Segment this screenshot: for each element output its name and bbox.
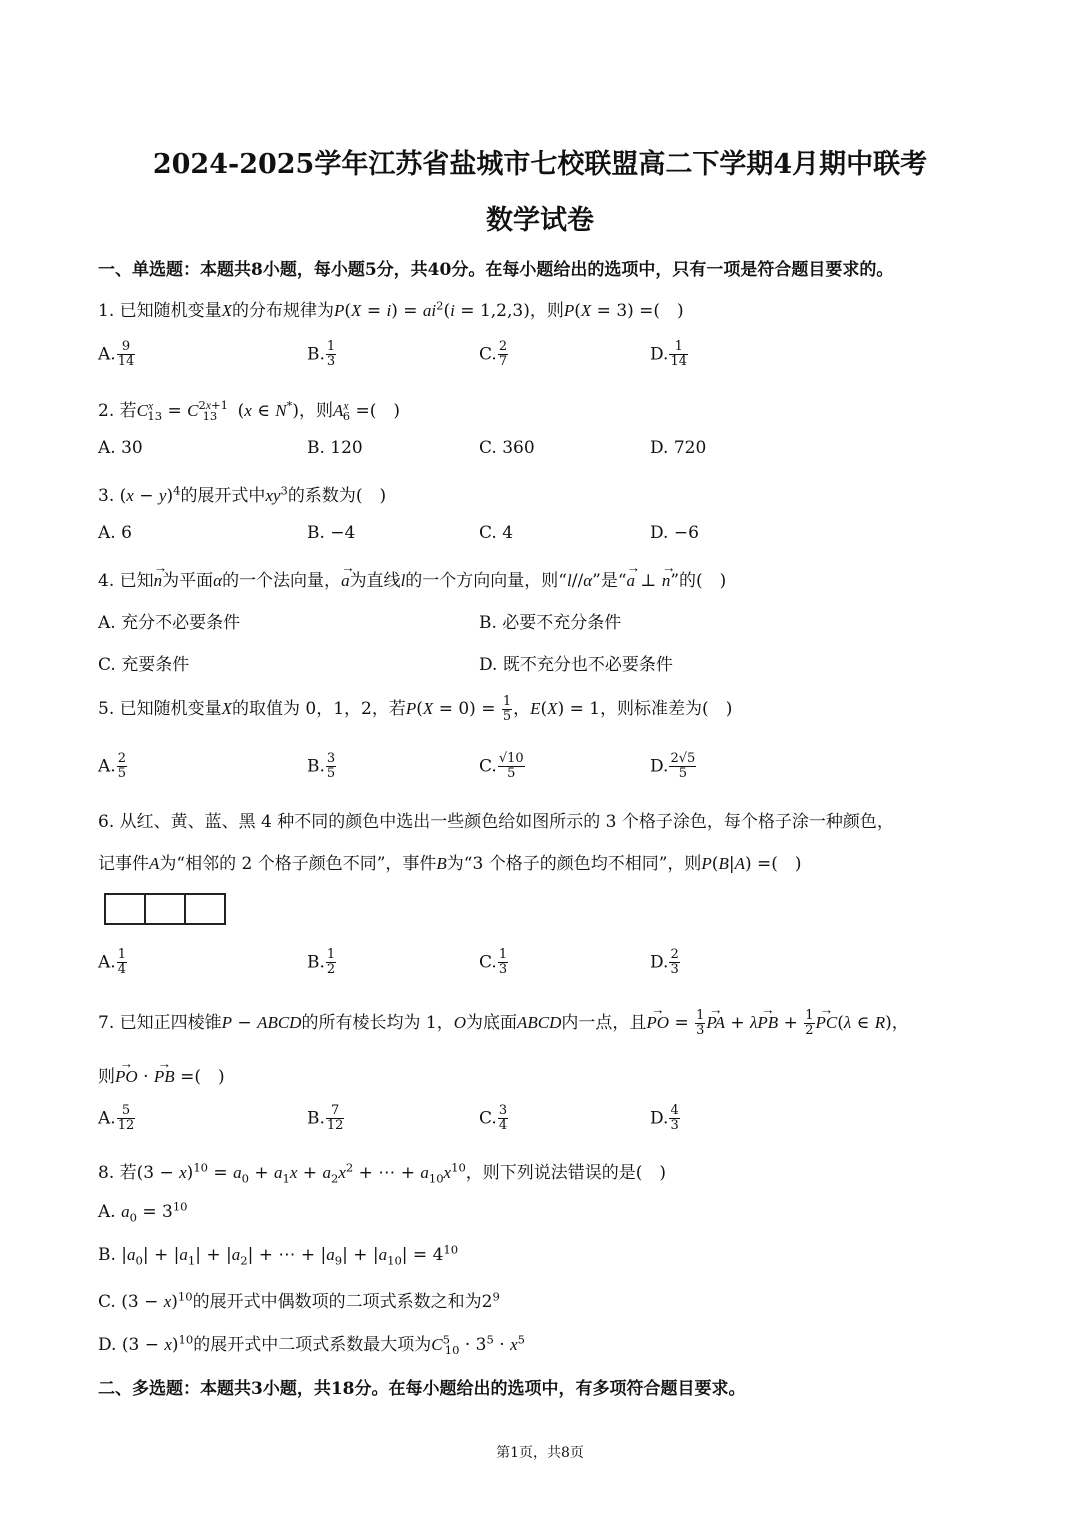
page-footer: 第1页，共8页 [496, 1445, 584, 1461]
question-6-line2: 记事件A为“相邻的 2 个格子颜色不同”，事件B为“3 个格子的颜色均不相同”，则P(B|A) =( ) [98, 854, 802, 874]
q2-option-b: B. 120 [307, 438, 363, 458]
q1-text: ，则 [529, 301, 564, 321]
q7-option-b: B. $\frac{7}{12}$ [307, 1103, 344, 1134]
q6-option-a: A. $\frac{1}{4}$ [98, 947, 126, 978]
q8-option-d: D. $(3 - x)^{10}$的展开式中二项式系数最大项为$C^5_{10} \cdot 3^5 \cdot x^5$ [98, 1332, 525, 1358]
question-5: 5. 已知随机变量X的取值为 0，1，2，若P(X = 0) = $\frac{1}{5}$ ，E(X) = 1，则标准差为( ) [98, 693, 733, 724]
grid-cell [104, 893, 146, 925]
q5-option-b: B. $\frac{3}{5}$ [307, 751, 336, 782]
question-8: 8. 若$(3 - x)^{10} = a_0 + a_1x + a_2x^2$ + ⋯ + $a_{10}x^{10}$，则下列说法错误的是( ) [98, 1160, 667, 1186]
q1-text: 1. 已知随机变量 [98, 301, 222, 321]
q1-text: =( ) [639, 301, 684, 321]
q7-option-c: C. $\frac{3}{4}$ [479, 1103, 508, 1134]
question-3: 3. $(x - y)^4$的展开式中$xy^3$的系数为( ) [98, 483, 387, 506]
q2-option-a: A. 30 [98, 438, 143, 458]
q5-option-c: C. $\frac{√10}{5}$ [479, 751, 524, 782]
question-1: 1. 已知随机变量X的分布规律为$P(X = i) = ai^2(i = 1,2,3)$，则P(X = 3) =( ) [98, 298, 684, 321]
q8-option-c: C. $(3 - x)^{10}$的展开式中偶数项的二项式系数之和为$2^9$ [98, 1289, 500, 1312]
q6-option-b: B. $\frac{1}{2}$ [307, 947, 336, 978]
q3-option-c: C. 4 [479, 523, 514, 543]
q6-option-c: C. $\frac{1}{3}$ [479, 947, 508, 978]
q4-option-b: B. 必要不充分条件 [479, 613, 622, 633]
q7-option-d: D. $\frac{4}{3}$ [650, 1103, 679, 1134]
q4-option-c: C. 充要条件 [98, 655, 190, 675]
question-6-line1: 6. 从红、黄、蓝、黑 4 种不同的颜色中选出一些颜色给如图所示的 3 个格子涂色，每个格子涂一种颜色， [98, 812, 894, 832]
q6-option-d: D. $\frac{2}{3}$ [650, 947, 679, 978]
q4-option-d: D. 既不充分也不必要条件 [479, 655, 673, 675]
q4-option-a: A. 充分不必要条件 [98, 613, 241, 633]
q1-option-b: B. $\frac{1}{3}$ [307, 339, 336, 370]
q2-option-c: C. 360 [479, 438, 535, 458]
question-7-line1: 7. 已知正四棱锥P − ABCD的所有棱长均为 1，O为底面ABCD内一点，且→ PO = $\frac{1}{3}$ → PA + λ→ PB + $\frac{1}{2}$ → PC(λ ∈ R)， [98, 1008, 909, 1038]
q3-option-a: A. 6 [98, 523, 132, 543]
exam-title: 2024-2025学年江苏省盐城市七校联盟高二下学期4月期中联考 [152, 149, 928, 180]
question-4: 4. 已知→ n为平面α的一个法向量，→ a为直线l的一个方向向量，则“l//α”是“→ a ⊥ → n”的( ) [98, 566, 726, 591]
q8-option-a: A. $a_0 = 3^{10}$ [98, 1199, 188, 1225]
grid-cell [184, 893, 226, 925]
question-7-line2: 则→ PO · → PB =( ) [98, 1062, 225, 1087]
section-single-choice: 一、单选题：本题共8小题，每小题5分，共40分。在每小题给出的选项中，只有一项是符合题目要求的。 [98, 260, 894, 280]
section-multi-choice: 二、多选题：本题共3小题，共18分。在每小题给出的选项中，有多项符合题目要求。 [98, 1379, 746, 1399]
q1-option-c: C. $\frac{2}{7}$ [479, 339, 508, 370]
q8-option-b: B. $|a_0| + |a_1| + |a_2|$ + ⋯ + $|a_9| + |a_{10}| = 4^{10}$ [98, 1242, 459, 1268]
q2-option-d: D. 720 [650, 438, 707, 458]
q1-option-d: D. $\frac{1}{14}$ [650, 339, 687, 370]
q1-text: 的分布规律为 [232, 301, 335, 321]
three-cell-grid-figure [104, 893, 226, 925]
q5-option-a: A. $\frac{2}{5}$ [98, 751, 126, 782]
q7-option-a: A. $\frac{5}{12}$ [98, 1103, 135, 1134]
q3-option-b: B. −4 [307, 523, 356, 543]
exam-subtitle: 数学试卷 [486, 205, 594, 236]
q3-option-d: D. −6 [650, 523, 699, 543]
q1-option-a: A. $\frac{9}{14}$ [98, 339, 135, 370]
grid-cell [144, 893, 186, 925]
q5-option-d: D. $\frac{2√5}{5}$ [650, 751, 696, 782]
question-2: 2. 若$C^x_{13} = C^{2x+1}_{13}$ (x ∈ N*)，则$A^x_6$ =( ) [98, 398, 401, 424]
